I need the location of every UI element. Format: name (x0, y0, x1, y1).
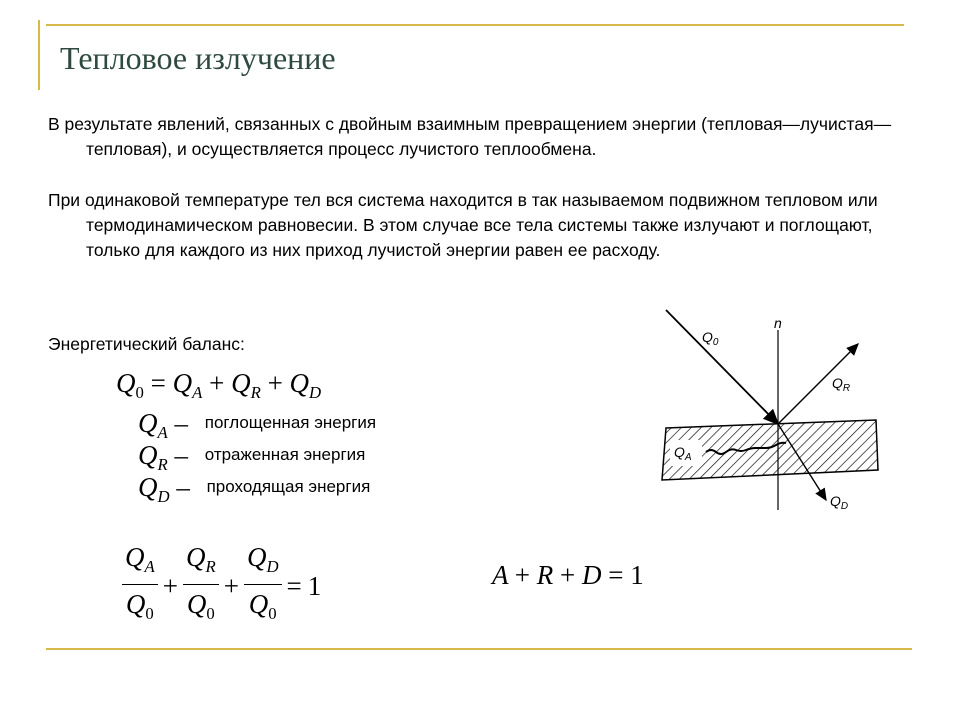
incident-ray (666, 310, 778, 424)
definition-absorbed: $Q_A$ – поглощенная энергия (138, 408, 377, 442)
energy-balance-label: Энергетический баланс: (48, 334, 245, 354)
paragraph-equilibrium: При одинаковой температуре тел вся система находится в так называемом подвижном тепловом или термодинамическом равновесии. В этом случае все тела системы также излучают и поглощают, только для каждого из них приход лучистой энергии равен ее расходу. (48, 190, 878, 260)
coefficient-equation: A + R + D = 1 (492, 560, 644, 590)
paragraph-radiant-exchange: В результате явлений, связанных с двойным взаимным превращением энергии (тепловая—лучистая—тепловая), и осуществляется процесс лучистого теплообмена. (48, 114, 892, 159)
radiation-diagram (650, 300, 890, 530)
fraction-reflected: $\frac{Q_R}{Q_0}$ (183, 540, 219, 633)
label-qr: $Q_R$ (832, 375, 851, 394)
slide-title: Тепловое излучение (60, 40, 336, 76)
fraction-absorbed: $\frac{Q_A}{Q_0}$ (122, 540, 158, 633)
fraction-transmitted: $\frac{Q_D}{Q_0}$ (244, 540, 282, 633)
label-qd: $Q_D$ (830, 493, 849, 512)
frame-bottom-line (46, 648, 912, 650)
normal-label: n (774, 315, 782, 331)
fraction-equation: $\frac{Q_A}{Q_0}$ + $\frac{Q_R}{Q_0}$ + $\frac{Q_D}{Q_0}$ = 1 (120, 540, 324, 633)
frame-left-line (38, 20, 40, 90)
label-q0: $Q_0$ (702, 329, 719, 348)
definition-transmitted: $Q_D$ – проходящая энергия (138, 472, 371, 506)
definition-reflected: $Q_R$ – отраженная энергия (138, 440, 366, 474)
energy-balance-equation: $Q_0 = Q_A + Q_R + Q_D$ (116, 368, 322, 402)
frame-top-line (46, 24, 904, 26)
label-qa: $Q_A$ (674, 444, 692, 463)
